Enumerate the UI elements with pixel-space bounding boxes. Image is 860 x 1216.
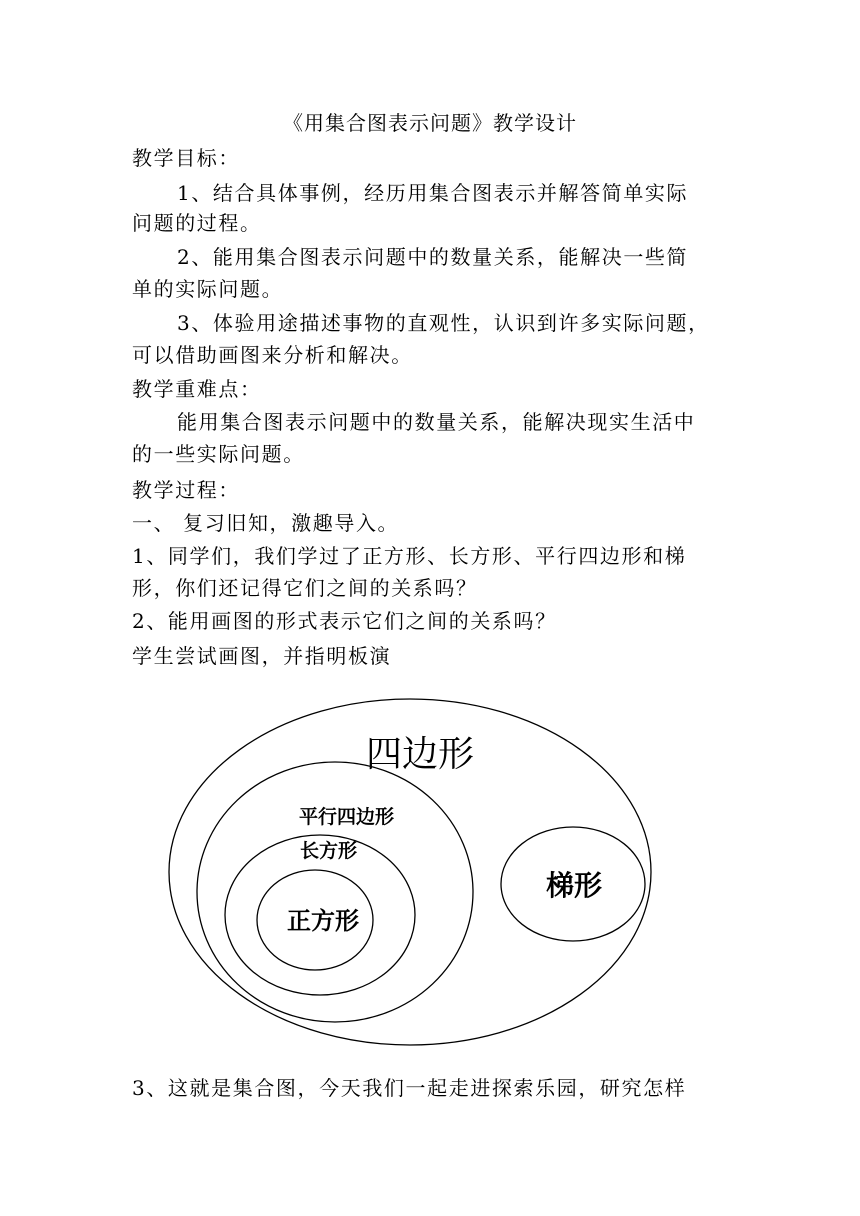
objective-1-line-1: 1、结合具体事例，经历用集合图表示并解答简单实际 [177, 181, 689, 205]
document-title: 《用集合图表示问题》教学设计 [283, 111, 577, 135]
step-3-line-1: 3、这就是集合图，今天我们一起走进探索乐园，研究怎样 [132, 1076, 687, 1100]
objective-3-line-2: 可以借助画图来分析和解决。 [132, 343, 413, 367]
square-label: 正方形 [287, 907, 359, 935]
objective-3-line-1: 3、体验用途描述事物的直观性，认识到许多实际问题， [177, 311, 710, 335]
key-points-heading: 教学重难点： [132, 377, 262, 401]
set-diagram [160, 695, 660, 1060]
parallelogram-set-ellipse [197, 762, 473, 1022]
parallelogram-label: 平行四边形 [299, 806, 395, 828]
step-1-line-1: 1、同学们，我们学过了正方形、长方形、平行四边形和梯 [132, 544, 687, 568]
objective-2-line-1: 2、能用集合图表示问题中的数量关系，能解决一些简 [177, 245, 689, 269]
quadrilateral-label: 四边形 [366, 734, 475, 775]
objective-1-line-2: 问题的过程。 [132, 211, 262, 235]
objectives-heading: 教学目标： [132, 146, 240, 170]
trapezoid-label: 梯形 [546, 869, 603, 902]
key-points-line-1: 能用集合图表示问题中的数量关系，能解决现实生活中 [177, 410, 696, 434]
objective-2-line-2: 单的实际问题。 [132, 277, 284, 301]
rectangle-label: 长方形 [300, 840, 358, 862]
key-points-line-2: 的一些实际问题。 [132, 442, 305, 466]
step-1-line-2: 形，你们还记得它们之间的关系吗？ [132, 576, 478, 600]
step-2-line-1: 2、能用画图的形式表示它们之间的关系吗？ [132, 609, 557, 633]
section-1-heading: 一、 复习旧知，激趣导入。 [132, 511, 400, 535]
student-activity: 学生尝试画图，并指明板演 [132, 644, 392, 668]
process-heading: 教学过程： [132, 478, 240, 502]
